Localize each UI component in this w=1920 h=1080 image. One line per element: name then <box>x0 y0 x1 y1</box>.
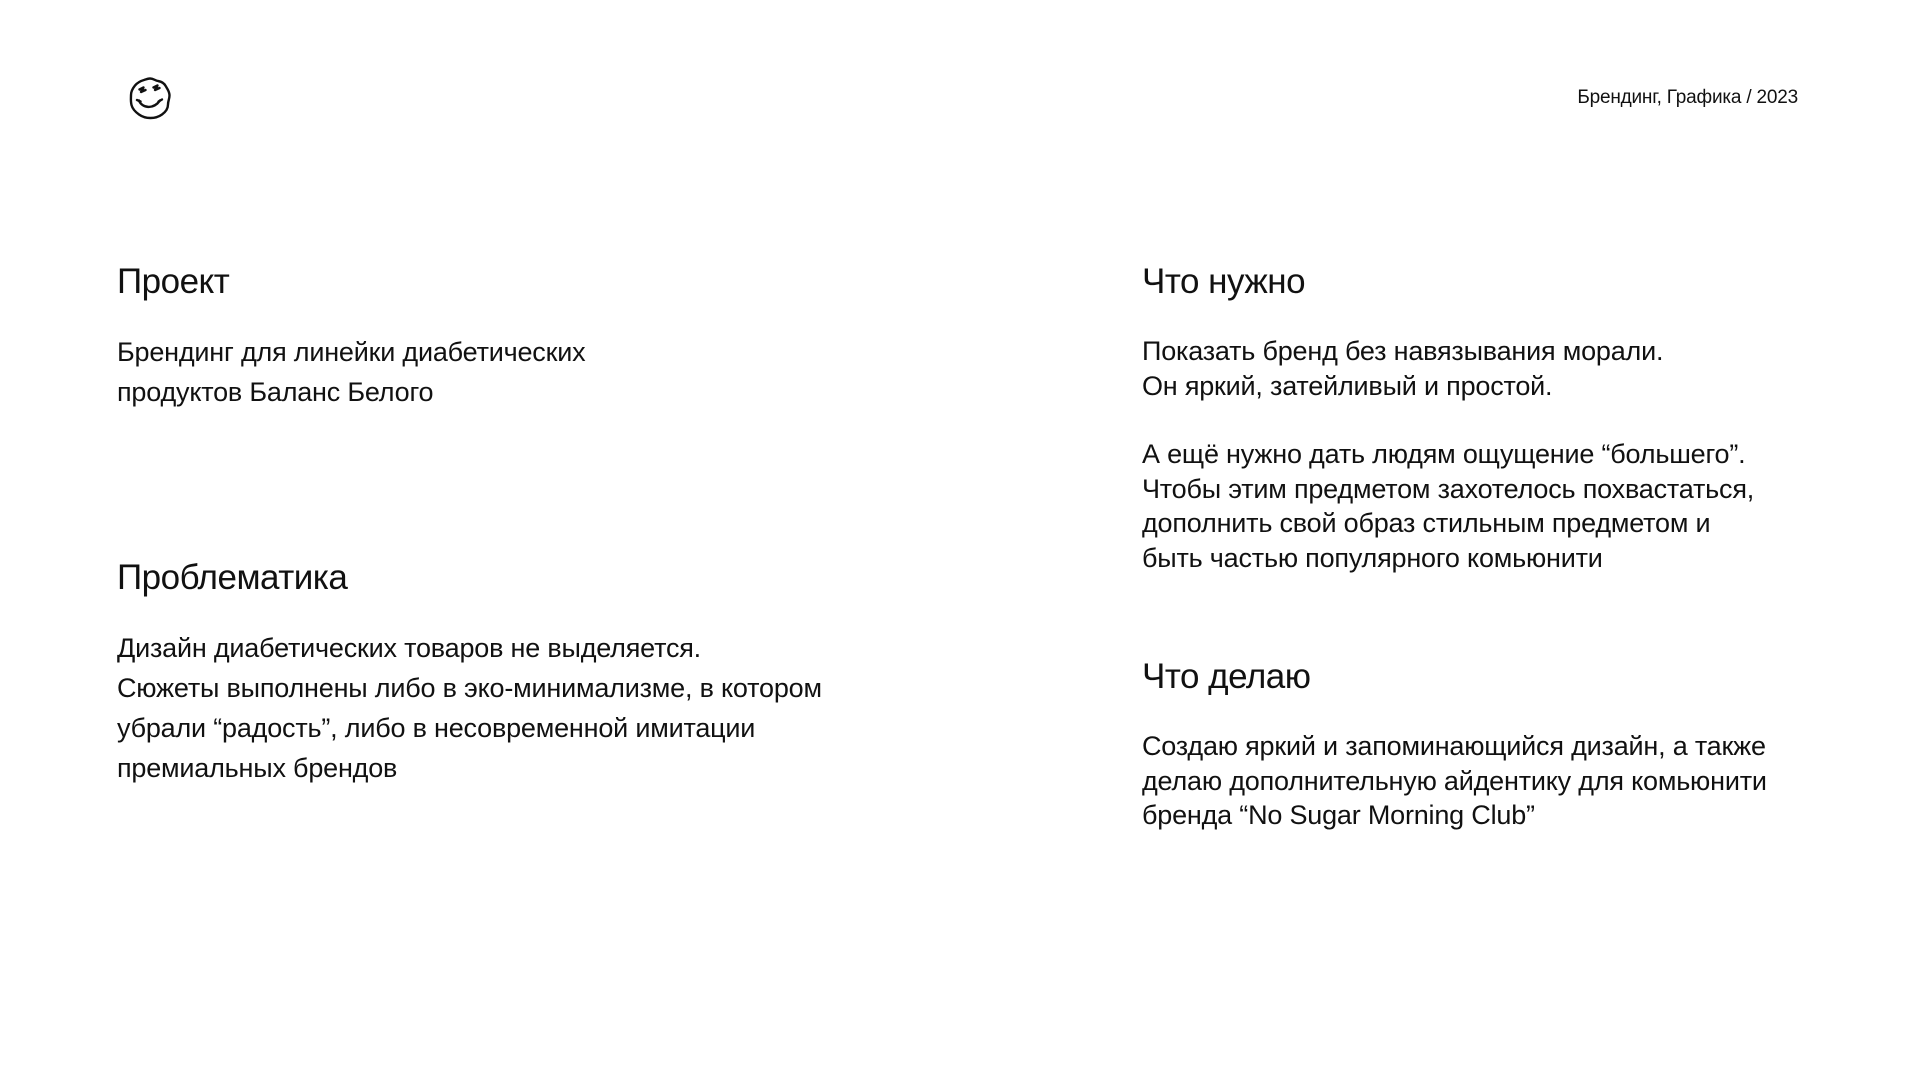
problem-line: убрали “радость”, либо в несовременной имитации <box>117 713 756 743</box>
project-line: продуктов Баланс Белого <box>117 377 434 407</box>
doing-line: бренда “No Sugar Morning Club” <box>1142 800 1535 830</box>
problem-section <box>117 558 822 788</box>
need-title: Что нужно <box>1142 262 1306 301</box>
need-paragraph-2 <box>1142 437 1754 575</box>
problem-line: Сюжеты выполнены либо в эко-минимализме, в котором <box>117 673 822 703</box>
problem-line: Дизайн диабетических товаров не выделяется. <box>117 633 701 663</box>
project-line: Брендинг для линейки диабетических <box>117 337 586 367</box>
problem-title: Проблематика <box>117 558 348 597</box>
problem-description <box>117 628 822 788</box>
project-description <box>117 332 585 412</box>
need-line: быть частью популярного комьюнити <box>1142 542 1603 573</box>
smiley-face-icon[interactable] <box>127 75 173 121</box>
project-title: Проект <box>117 262 230 301</box>
need-line: Он яркий, затейливый и простой. <box>1142 370 1553 401</box>
need-line: дополнить свой образ стильным предметом и <box>1142 508 1711 538</box>
doing-line: Создаю яркий и запоминающийся дизайн, а также <box>1142 731 1766 761</box>
need-line: Показать бренд без навязывания морали. <box>1142 336 1664 366</box>
doing-section <box>1142 657 1767 833</box>
need-paragraph-1 <box>1142 334 1754 403</box>
need-line: Чтобы этим предметом захотелось похвастаться, <box>1142 473 1755 504</box>
doing-title: Что делаю <box>1142 657 1311 696</box>
doing-line: делаю дополнительную айдентику для комьюнити <box>1142 765 1767 796</box>
project-section <box>117 262 585 412</box>
doing-description <box>1142 729 1767 833</box>
header-tagline: Брендинг, Графика / 2023 <box>1577 87 1798 108</box>
problem-line: премиальных брендов <box>117 753 398 783</box>
need-line: А ещё нужно дать людям ощущение “большего”. <box>1142 439 1746 469</box>
need-section <box>1142 262 1754 575</box>
